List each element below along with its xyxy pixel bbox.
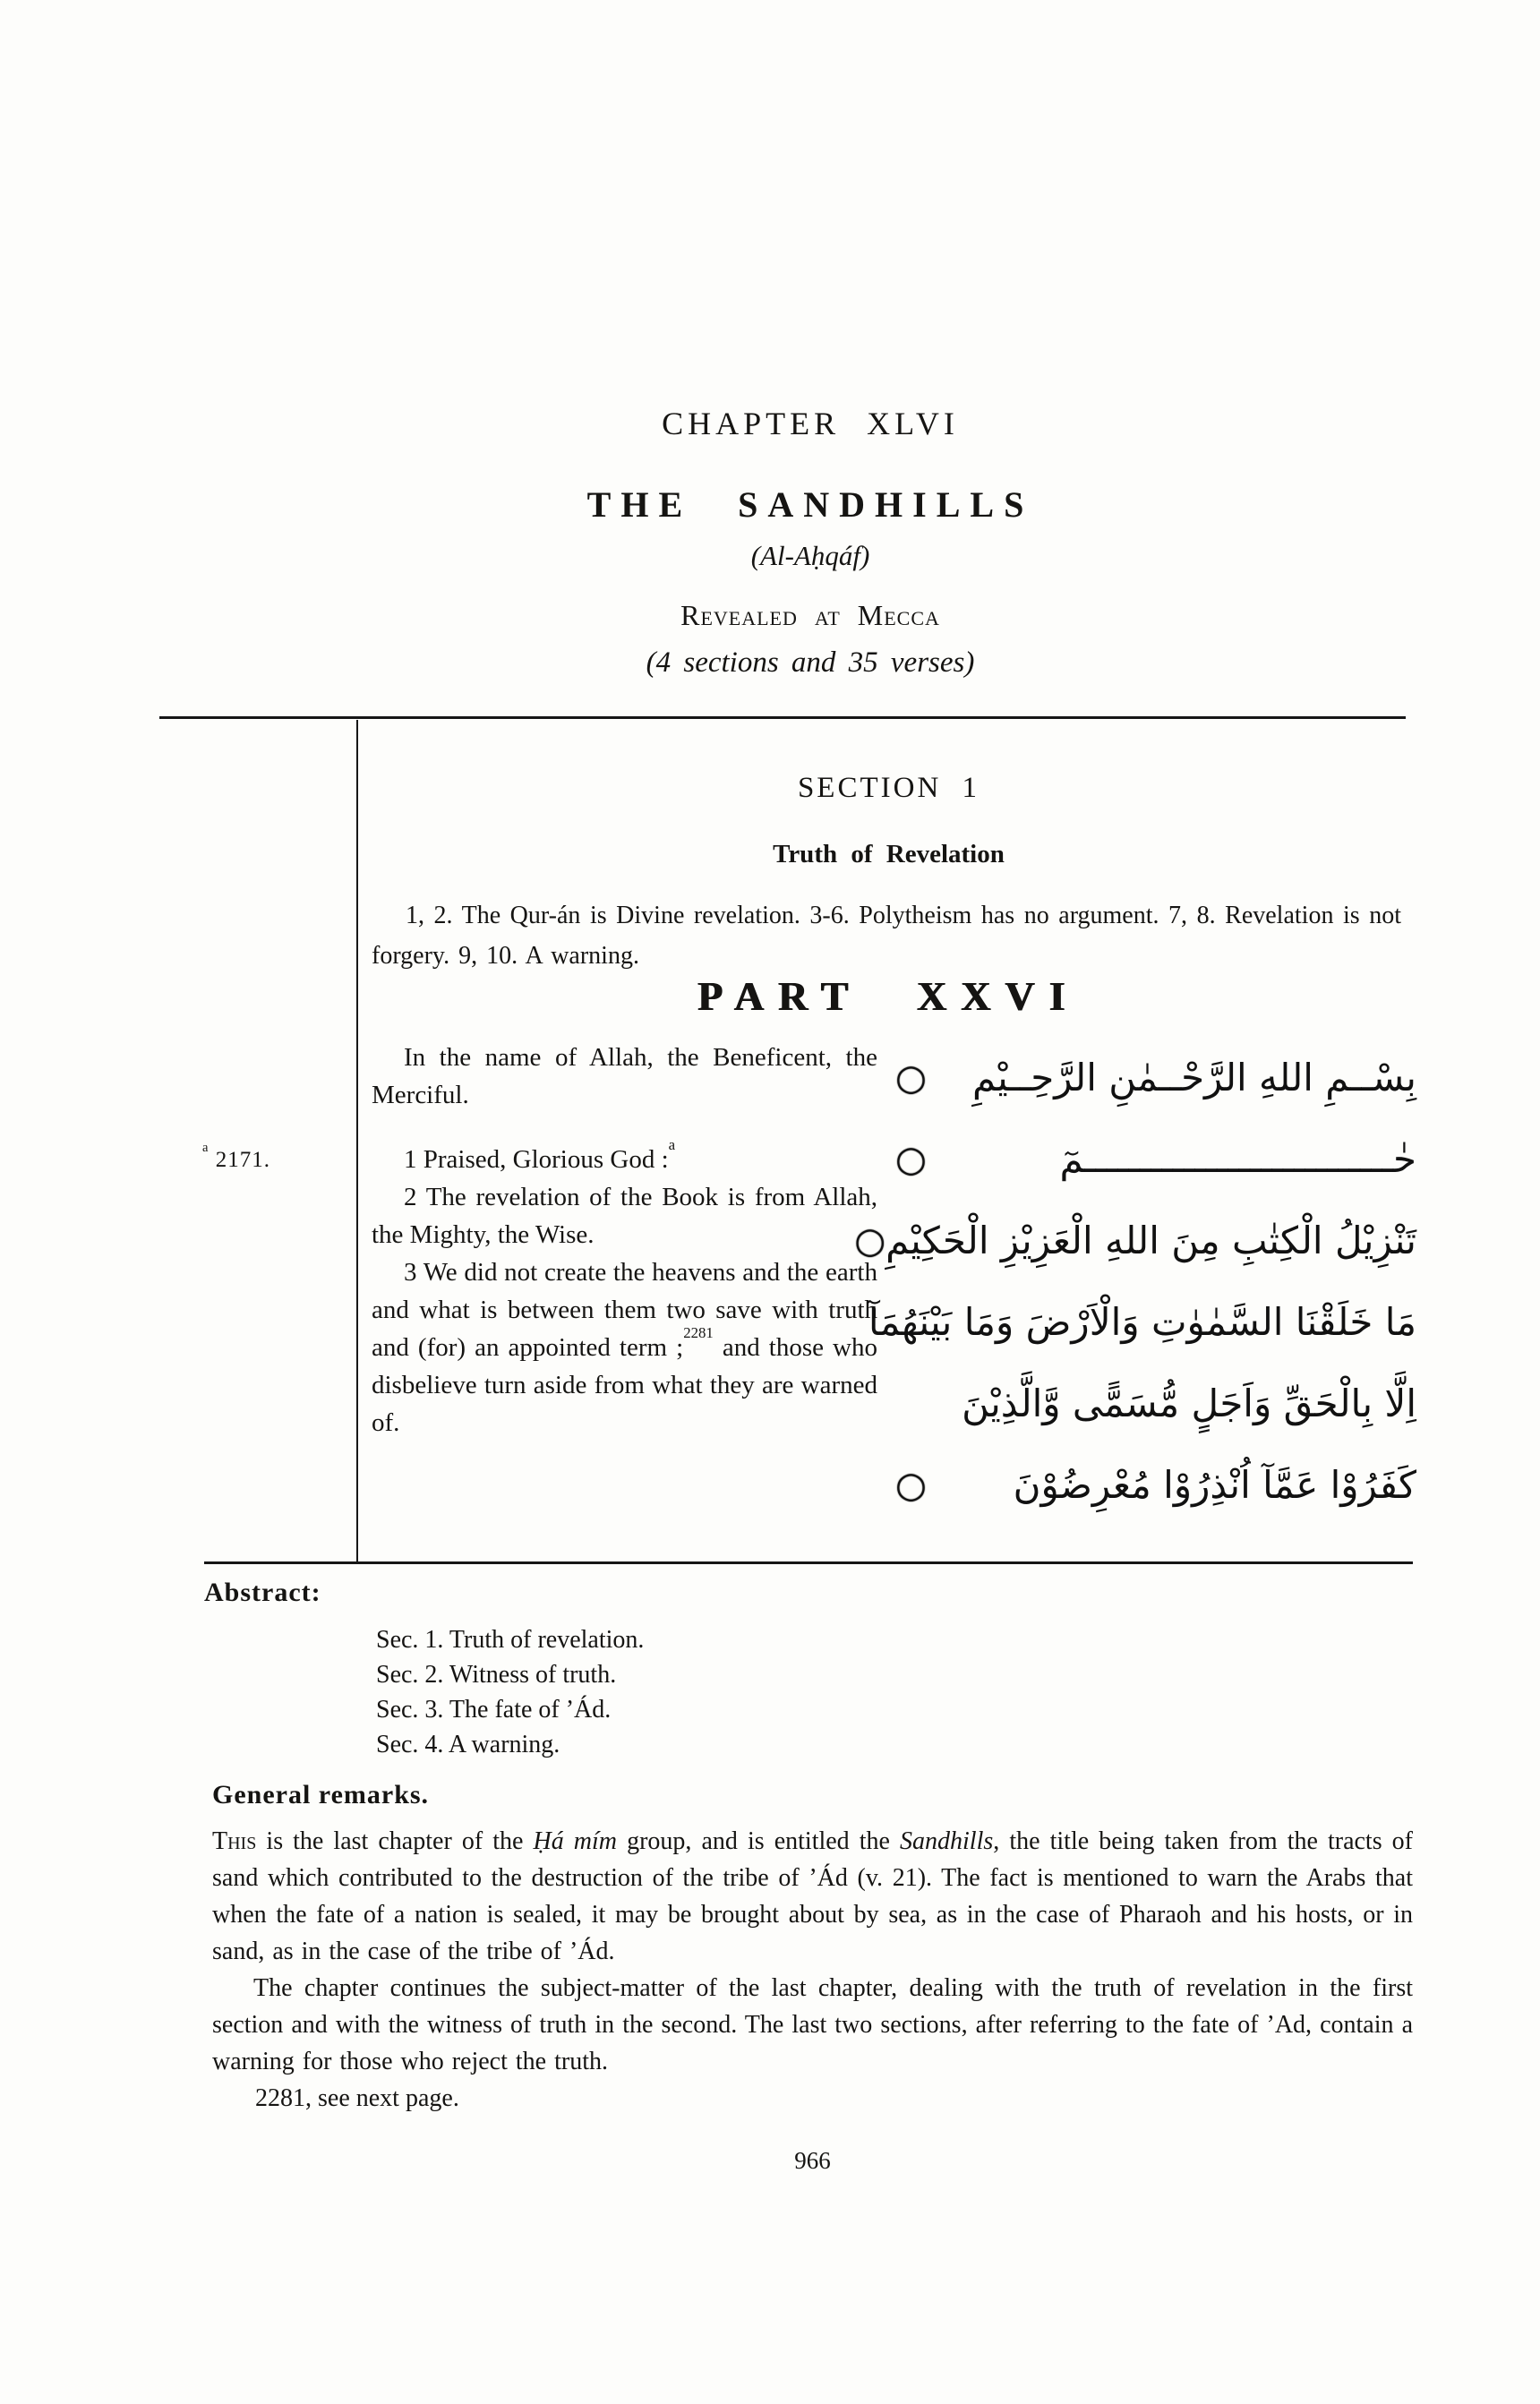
chapter-transliteration: (Al-Aḥqáf)	[750, 540, 870, 571]
italic-term: Ḥá mím	[533, 1827, 618, 1855]
section-summary: 1, 2. The Qur-án is Divine revelation. 3-6. Polytheism has no argument. 7, 8. Revelation is not forgery. 9, 10. A warning.	[372, 902, 1401, 970]
chapter-title: THE SANDHILLS	[586, 484, 1034, 525]
verse-3-footnote-marker: 2281	[683, 1324, 714, 1342]
footnote-reference: 2281, see next page.	[255, 2084, 459, 2112]
english-translation-column	[372, 1039, 877, 1442]
verse-end-marker: ○	[895, 1464, 927, 1506]
arabic-line-text: مَا خَلَقْنَا السَّمٰوٰتِ وَالْاَرْضَ وَمَا بَيْنَهُمَآ	[868, 1300, 1416, 1344]
arabic-line	[895, 1037, 1416, 1118]
general-remarks-heading: General remarks.	[212, 1780, 430, 1809]
arabic-line-text: بِسْــمِ اللهِ الرَّحْــمٰنِ الرَّحِــيْمِ	[972, 1056, 1416, 1099]
general-remarks	[212, 1780, 1413, 2117]
verse-end-marker: ○	[895, 1138, 927, 1180]
arabic-line	[895, 1444, 1416, 1526]
top-rule	[159, 716, 1406, 719]
arabic-line-text: حٰــــــــــــــــــــــــــــمٓ	[1059, 1137, 1416, 1181]
verse-end-marker: ○	[895, 1057, 927, 1099]
verse-end-marker: ○	[854, 1219, 886, 1262]
abstract-item: Sec. 4. A warning.	[376, 1731, 560, 1758]
section-heading: SECTION 1	[797, 772, 980, 804]
section-subheading: Truth of Revelation	[773, 840, 1005, 868]
abstract-list	[376, 1622, 644, 1762]
verse-1-footnote-marker: a	[668, 1136, 676, 1154]
page-number: 966	[794, 2147, 831, 2174]
abstract-rule	[204, 1561, 1413, 1564]
abstract-item: Sec. 3. The fate of ’Ád.	[376, 1696, 612, 1724]
verse-1	[372, 1136, 877, 1178]
section-verse-count: (4 sections and 35 verses)	[646, 646, 975, 679]
verse-2	[372, 1178, 877, 1253]
abstract-item: Sec. 1. Truth of revelation.	[376, 1626, 645, 1654]
arabic-line	[895, 1363, 1416, 1444]
abstract-item: Sec. 2. Witness of truth.	[376, 1661, 617, 1689]
paragraph-text: group, and is entitled the	[617, 1827, 901, 1855]
revealed-at-line: Revealed at Mecca	[680, 599, 940, 631]
part-heading: PART XXVI	[697, 973, 1080, 1019]
remarks-paragraph-2: The chapter continues the subject-matter of the last chapter, dealing with the truth of revelation in the first section and with the witness of truth in the second. The last two sections, after referring to the fate of ’Ad, contain a warning for those who reject the truth.	[212, 1974, 1413, 2075]
arabic-line-text: كَفَرُوْا عَمَّآ اُنْذِرُوْا مُعْرِضُوْنَ	[1013, 1463, 1416, 1507]
bismillah-translation: In the name of Allah, the Beneficent, the Merciful.	[372, 1043, 877, 1109]
margin-note	[202, 1140, 270, 1173]
verse-1-text: 1 Praised, Glorious God :	[404, 1145, 669, 1174]
paragraph-text: is the last chapter of the	[256, 1827, 534, 1855]
margin-note-ref: a	[202, 1140, 210, 1155]
chapter-heading: CHAPTER XLVI	[662, 406, 959, 441]
verse-3-text: 3 We did not create the heavens and the earth and what is between them two save with truth and (for) an appointed term ;	[372, 1258, 877, 1362]
italic-term: Sandhills	[900, 1827, 994, 1855]
paragraph-text: , the title being taken from the tracts of sand which contributed to the destruction of the tribe of ’Ád (v. 21). The fact is mentioned to warn the Arabs that when the fate of a nation is sealed, it may be brought about by sea, as in the case of Pharaoh and his hosts, or in sand, as in the case of the tribe of ’Ád.	[212, 1827, 1413, 1965]
arabic-line	[854, 1200, 1416, 1281]
lead-word: This	[212, 1827, 257, 1855]
arabic-line	[868, 1281, 1416, 1363]
remarks-paragraph-1	[212, 1823, 1413, 1970]
arabic-text-column	[854, 1037, 1416, 1526]
abstract-heading: Abstract:	[204, 1578, 321, 1607]
arabic-line-text: تَنْزِيْلُ الْكِتٰبِ مِنَ اللهِ الْعَزِيْزِ الْحَكِيْمِ	[886, 1219, 1416, 1262]
chapter-header	[81, 405, 1540, 680]
verse-2-text: 2 The revelation of the Book is from Allah, the Mighty, the Wise.	[372, 1183, 877, 1249]
verse-3	[372, 1253, 877, 1442]
margin-note-number: 2171.	[215, 1148, 270, 1172]
verse-3-text-after: and those who disbelieve turn aside from what they are warned of.	[372, 1333, 877, 1437]
arabic-line-text: اِلَّا بِالْحَقِّ وَاَجَلٍ مُّسَمًّى وَّالَّذِيْنَ	[962, 1382, 1416, 1425]
arabic-line	[895, 1118, 1416, 1200]
